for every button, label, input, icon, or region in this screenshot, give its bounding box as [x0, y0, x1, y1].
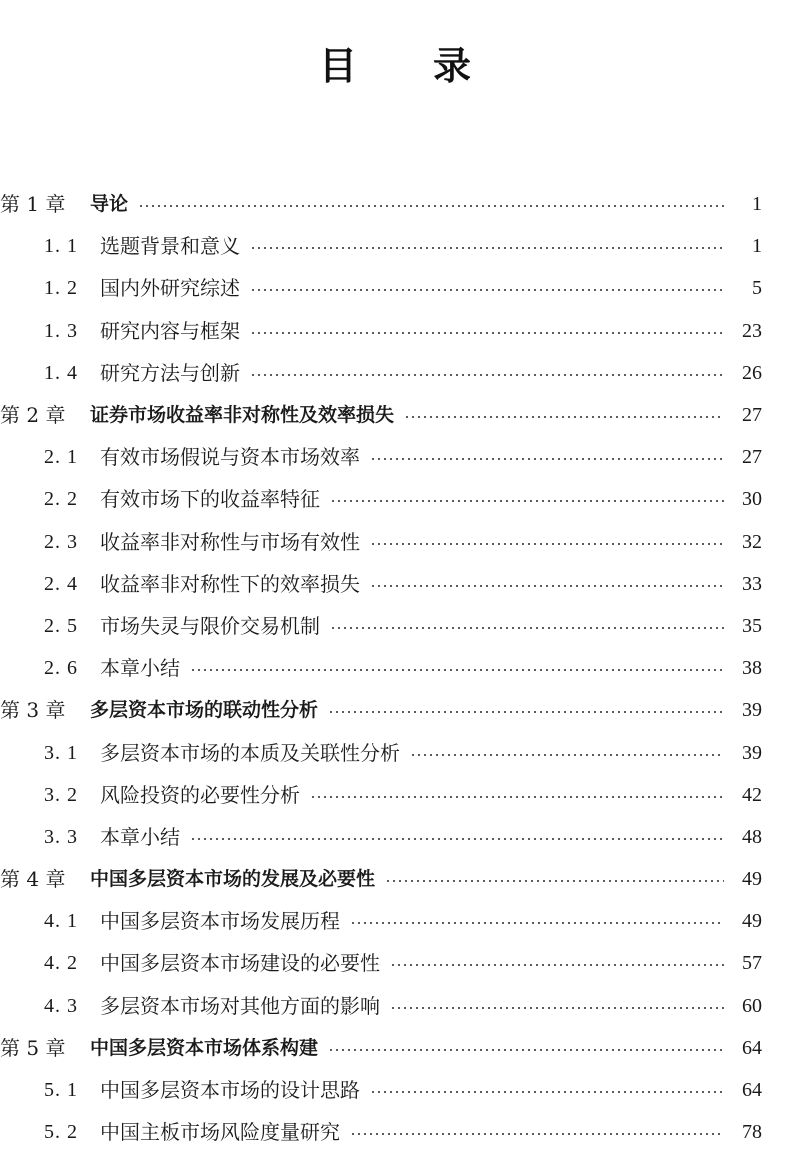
page-number: 32 [742, 530, 762, 553]
chapter-title: 证券市场收益率非对称性及效率损失 [90, 404, 395, 427]
toc-section-row[interactable] [0, 1069, 790, 1111]
dot-leader [310, 796, 724, 798]
page-number: 35 [742, 614, 762, 637]
section-number: 3. 2 [44, 783, 78, 806]
page-number: 48 [742, 825, 762, 848]
section-number: 2. 5 [44, 614, 78, 637]
toc-section-row[interactable] [0, 1111, 790, 1153]
page-number: 39 [742, 741, 762, 764]
toc-section-row[interactable] [0, 436, 790, 478]
section-number: 2. 1 [44, 446, 78, 469]
page-number: 23 [742, 319, 762, 342]
toc-section-row[interactable] [0, 816, 790, 858]
section-title: 有效市场假说与资本市场效率 [100, 445, 360, 470]
section-title: 本章小结 [100, 656, 180, 681]
section-number: 1. 2 [44, 277, 78, 300]
toc-section-row[interactable] [0, 731, 790, 773]
dot-leader [410, 754, 724, 756]
page-number: 39 [742, 699, 762, 722]
toc-section-row[interactable] [0, 225, 790, 267]
section-title: 研究方法与创新 [100, 360, 240, 385]
section-number: 3. 1 [44, 741, 78, 764]
toc-section-row[interactable] [0, 521, 790, 563]
dot-leader [370, 1091, 724, 1093]
toc-section-row[interactable] [0, 563, 790, 605]
page-number: 5 [752, 277, 762, 300]
toc-section-row[interactable] [0, 267, 790, 309]
section-title: 国内外研究综述 [100, 276, 240, 301]
section-title: 研究内容与框架 [100, 318, 240, 343]
page-number: 1 [752, 235, 762, 258]
page-number: 27 [742, 404, 762, 427]
chapter-title: 多层资本市场的联动性分析 [90, 699, 319, 722]
toc-section-row[interactable] [0, 942, 790, 984]
section-number: 2. 3 [44, 530, 78, 553]
section-number: 5. 2 [44, 1121, 78, 1144]
section-title: 收益率非对称性与市场有效性 [100, 529, 360, 554]
section-title: 本章小结 [100, 824, 180, 849]
section-number: 1. 4 [44, 361, 78, 384]
dot-leader [328, 711, 724, 713]
page-number: 26 [742, 361, 762, 384]
toc-section-row[interactable] [0, 985, 790, 1027]
dot-leader [330, 500, 724, 502]
toc-chapter-row[interactable] [0, 689, 790, 731]
toc-section-row[interactable] [0, 352, 790, 394]
dot-leader [404, 416, 724, 418]
toc-section-row[interactable] [0, 605, 790, 647]
dot-leader [370, 543, 724, 545]
section-number: 1. 3 [44, 319, 78, 342]
page-number: 60 [742, 994, 762, 1017]
page-number: 30 [742, 488, 762, 511]
dot-leader [190, 838, 724, 840]
dot-leader [250, 247, 724, 249]
toc-section-row[interactable] [0, 478, 790, 520]
section-title: 有效市场下的收益率特征 [100, 487, 320, 512]
section-number: 4. 2 [44, 952, 78, 975]
section-title: 中国多层资本市场发展历程 [100, 909, 340, 934]
section-title: 中国多层资本市场的设计思路 [100, 1078, 360, 1103]
page-number: 64 [742, 1036, 762, 1059]
toc-section-row[interactable] [0, 900, 790, 942]
section-title: 风险投资的必要性分析 [100, 782, 300, 807]
section-number: 5. 1 [44, 1079, 78, 1102]
section-number: 4. 1 [44, 910, 78, 933]
section-number: 4. 3 [44, 994, 78, 1017]
dot-leader [370, 458, 724, 460]
section-number: 1. 1 [44, 235, 78, 258]
page-number: 42 [742, 783, 762, 806]
section-title: 市场失灵与限价交易机制 [100, 613, 320, 638]
section-title: 多层资本市场对其他方面的影响 [100, 993, 380, 1018]
section-title: 收益率非对称性下的效率损失 [100, 571, 360, 596]
section-number: 2. 4 [44, 572, 78, 595]
dot-leader [370, 585, 724, 587]
table-of-contents [0, 183, 790, 1153]
dot-leader [350, 1133, 724, 1135]
dot-leader [390, 964, 724, 966]
section-title: 多层资本市场的本质及关联性分析 [100, 740, 400, 765]
page-number: 49 [742, 868, 762, 891]
section-title: 中国多层资本市场建设的必要性 [100, 951, 380, 976]
dot-leader [190, 669, 724, 671]
page-number: 78 [742, 1121, 762, 1144]
chapter-title: 中国多层资本市场的发展及必要性 [90, 868, 376, 891]
toc-chapter-row[interactable] [0, 1027, 790, 1069]
page-number: 33 [742, 572, 762, 595]
dot-leader [328, 1049, 724, 1051]
section-number: 2. 2 [44, 488, 78, 511]
page-number: 27 [742, 446, 762, 469]
toc-chapter-row[interactable] [0, 394, 790, 436]
toc-chapter-row[interactable] [0, 858, 790, 900]
chapter-number: 第 1 章 [0, 192, 66, 217]
page-title: 目 录 [318, 44, 471, 88]
page-number: 57 [742, 952, 762, 975]
page-number: 49 [742, 910, 762, 933]
dot-leader [138, 205, 724, 207]
dot-leader [390, 1007, 724, 1009]
chapter-number: 第 3 章 [0, 698, 66, 723]
chapter-number: 第 5 章 [0, 1035, 66, 1060]
dot-leader [330, 627, 724, 629]
chapter-title: 导论 [90, 193, 129, 216]
page-number: 64 [742, 1079, 762, 1102]
page-number: 1 [752, 193, 762, 216]
section-number: 3. 3 [44, 825, 78, 848]
toc-section-row[interactable] [0, 774, 790, 816]
dot-leader [250, 374, 724, 376]
page-number: 38 [742, 657, 762, 680]
dot-leader [350, 922, 724, 924]
chapter-title: 中国多层资本市场体系构建 [90, 1036, 319, 1059]
section-number: 2. 6 [44, 657, 78, 680]
section-title: 中国主板市场风险度量研究 [100, 1120, 340, 1145]
toc-section-row[interactable] [0, 310, 790, 352]
chapter-number: 第 4 章 [0, 867, 66, 892]
toc-chapter-row[interactable] [0, 183, 790, 225]
section-title: 选题背景和意义 [100, 234, 240, 259]
dot-leader [250, 332, 724, 334]
toc-section-row[interactable] [0, 647, 790, 689]
chapter-number: 第 2 章 [0, 403, 66, 428]
dot-leader [385, 880, 724, 882]
dot-leader [250, 289, 724, 291]
